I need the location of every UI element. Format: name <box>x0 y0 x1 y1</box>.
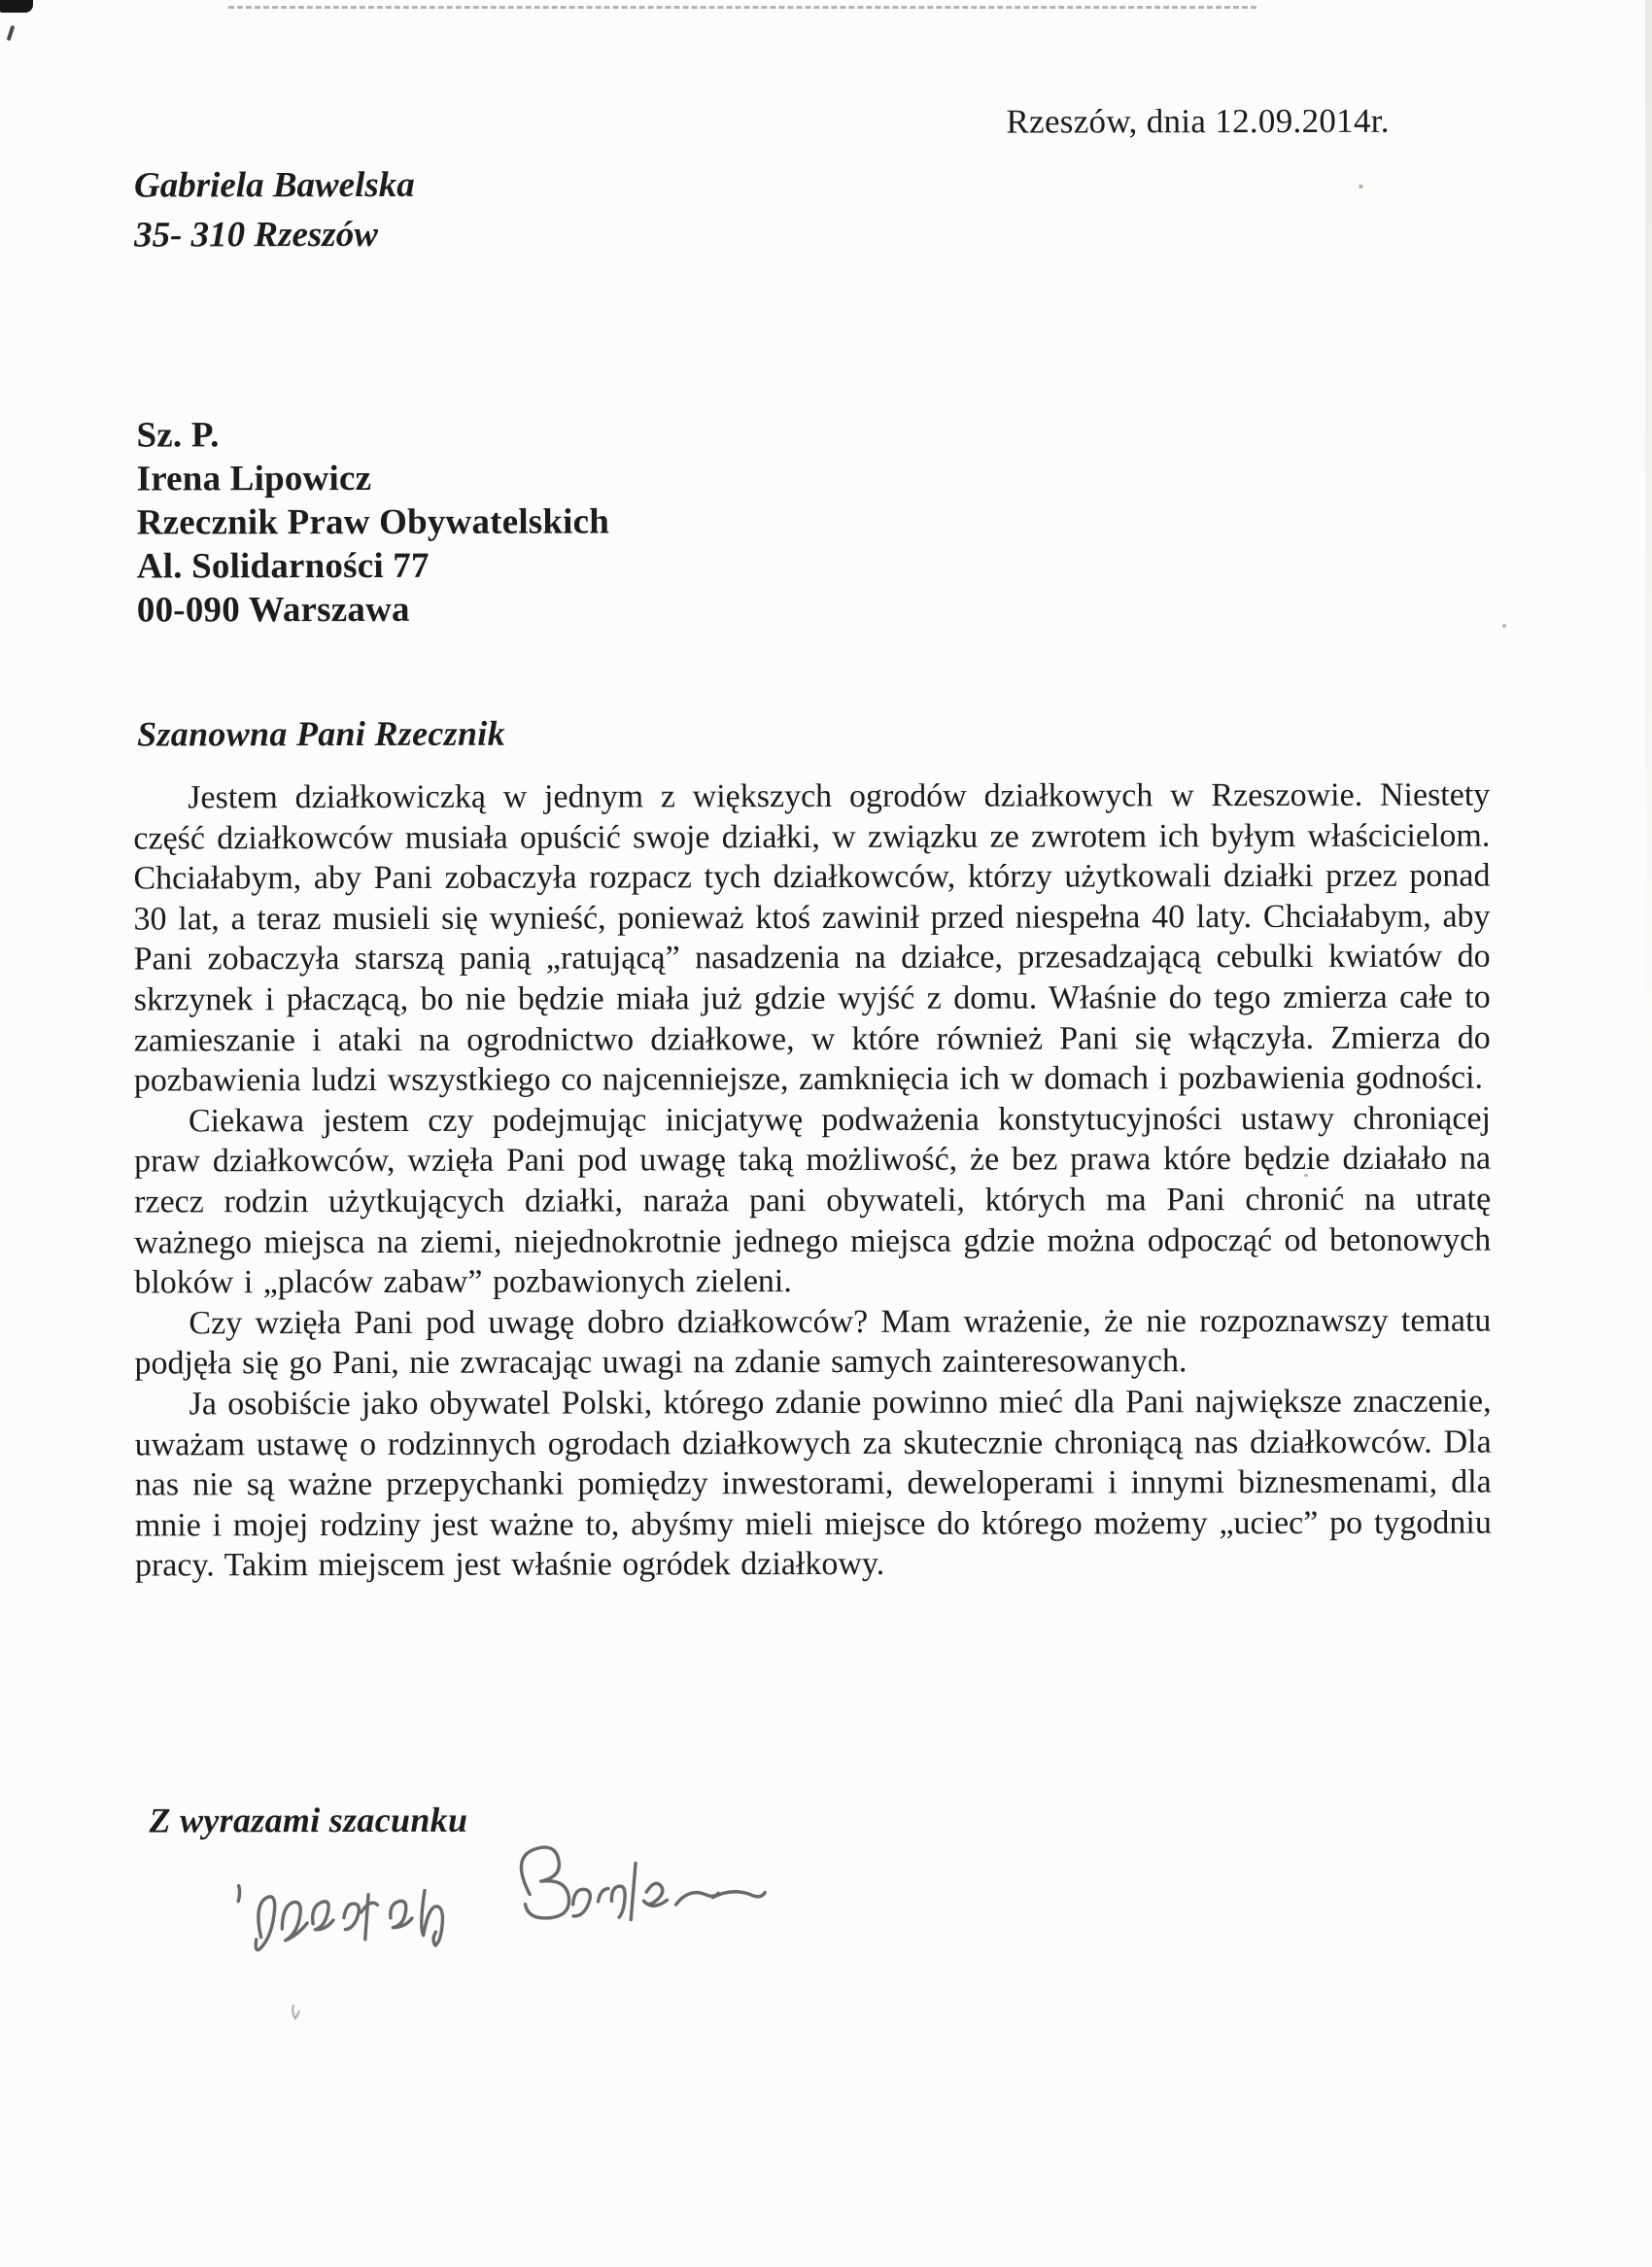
recipient-city: 00-090 Warszawa <box>136 589 410 631</box>
sender-name: Gabriela Bawelska <box>133 164 415 206</box>
closing-phrase: Z wyrazami szacunku <box>149 1800 468 1840</box>
recipient-block <box>136 412 609 632</box>
paragraph-2: Ciekawa jestem czy podejmując inicjatywę podważenia konstytucyjności ustawy chroniącej praw działkowców, wzięła Pani pod uwagę taką możliwość, że bez prawa które będzie działało na rzecz rodzin użytkujących działki, naraża pani obywateli, których ma Pani chronić na utratę ważnego miejsca na ziemi, niejednokrotnie jednego miejsca gdzie można odpocząć od betonowych bloków i „placów zabaw” pozbawionych zieleni. <box>134 1100 1492 1301</box>
letter-body <box>133 775 1492 1587</box>
sender-postal-code: 35- 310 Rzeszów <box>134 214 378 256</box>
recipient-name: Irena Lipowicz <box>136 458 372 499</box>
paragraph-1: Jestem działkowiczką w jednym z większych ogrodów działkowych w Rzeszowie. Niestety część działkowców musiała opuścić swoje działki, w związku ze zwrotem ich byłym właścicielom. Chciałabym, aby Pani zobaczyła rozpacz tych działkowców, którzy użytkowali działki przez ponad 30 lat, a teraz musieli się wynieść, ponieważ ktoś zawinił przed niespełna 40 laty. Chciałabym, aby Pani zobaczyła starszą panią „ratującą” nasadzenia na działce, przesadzającą cebulki kwiatów do skrzynek i płaczącą, bo nie będzie miała już gdzie wyjść z domu. Właśnie do tego zmierza całe to zamieszanie i ataki na ogrodnictwo działkowe, w które również Pani się włączyła. Zmierza do pozbawienia ludzi wszystkiego co najcenniejsze, zamknięcia ich w domach i pozbawienia godności. <box>133 776 1491 1099</box>
recipient-honorific: Sz. P. <box>136 415 220 456</box>
paragraph-4: Ja osobiście jako obywatel Polski, którego zdanie powinno mieć dla Pani największe znaczenie, uważam ustawę o rodzinnych ogrodach działkowych za skutecznie chroniącą nas działkowców. Dla nas nie są ważne przepychanki pomiędzy inwestorami, deweloperami i innymi biznesmenami, dla mnie i mojej rodziny jest ważne to, abyśmy mieli miejsce do którego możemy „uciec” po tygodniu pracy. Takim miejscem jest właśnie ogródek działkowy. <box>134 1383 1492 1584</box>
recipient-title: Rzecznik Praw Obywatelskich <box>136 501 610 543</box>
handwritten-signature <box>224 1825 774 1991</box>
paragraph-3: Czy wzięła Pani pod uwagę dobro działkowców? Mam wrażenie, że nie rozpoznawszy tematu podjęła się go Pani, nie zwracając uwagi na zdanie samych zainteresowanych. <box>134 1302 1492 1382</box>
sender-block <box>134 160 415 260</box>
recipient-street: Al. Solidarności 77 <box>136 545 430 587</box>
salutation: Szanowna Pani Rzecznik <box>137 713 505 754</box>
date-line: Rzeszów, dnia 12.09.2014r. <box>1006 101 1390 141</box>
scan-small-tick-mark <box>286 2001 309 2024</box>
